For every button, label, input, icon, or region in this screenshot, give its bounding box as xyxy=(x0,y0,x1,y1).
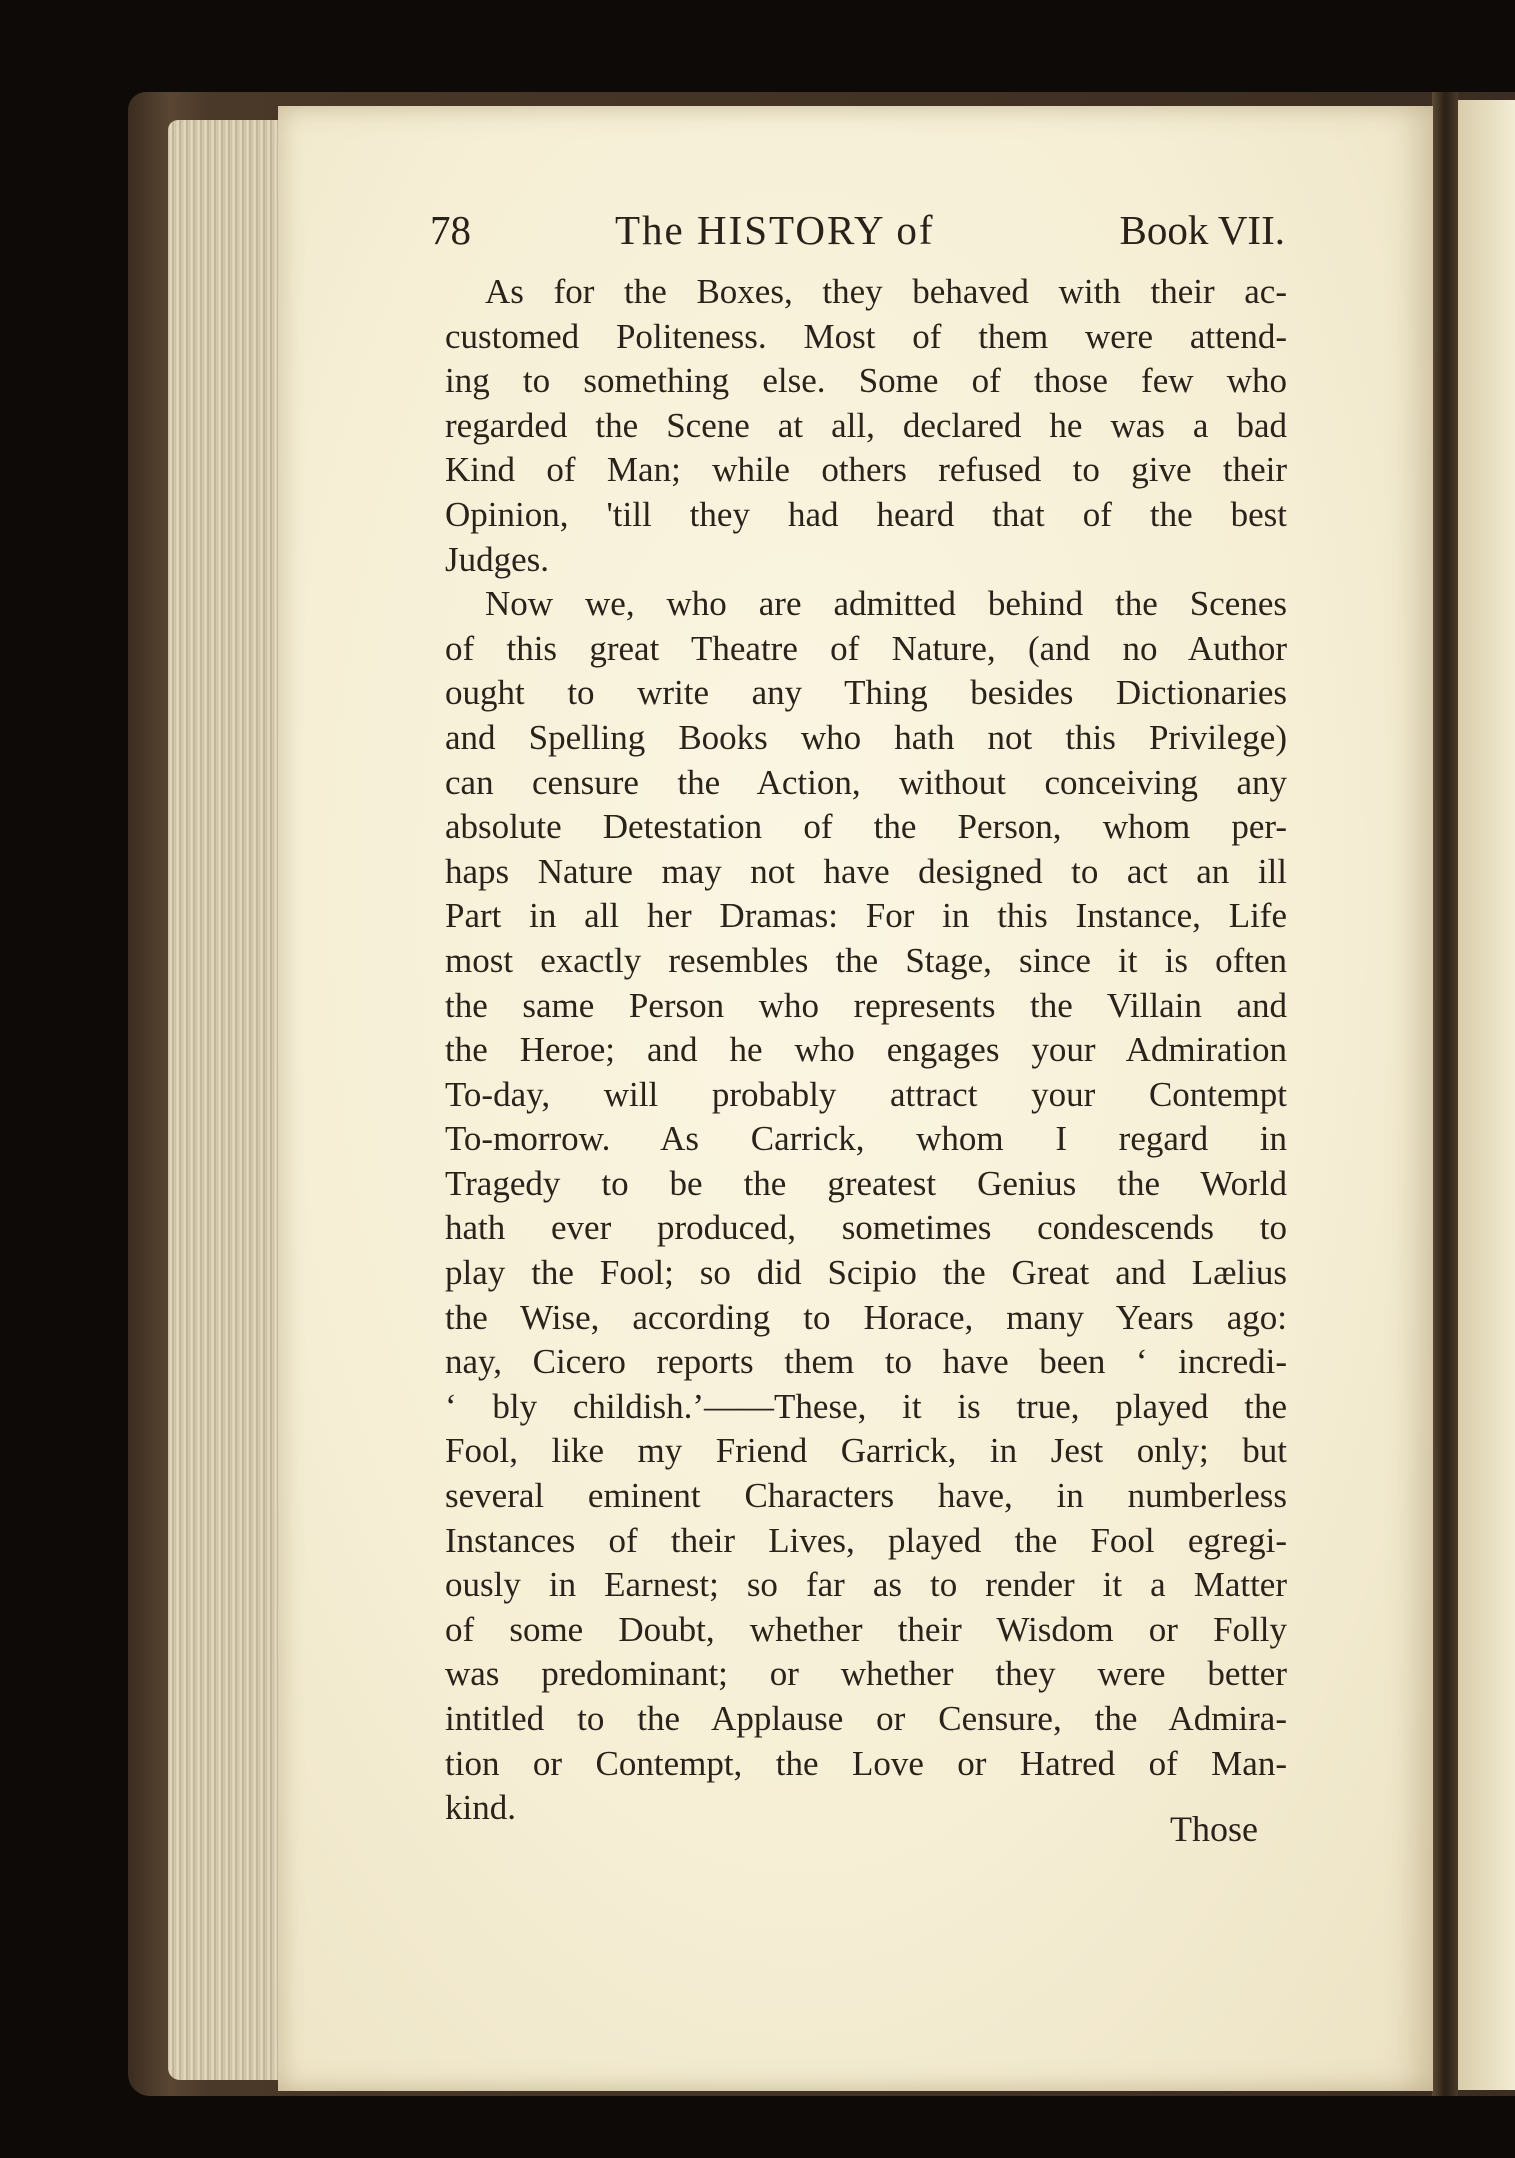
text-line: Kind of Man; while others refused to give their xyxy=(445,450,1287,490)
text-line: intitled to the Applause or Censure, the Admira- xyxy=(445,1699,1287,1738)
text-line: the same Person who represents the Villain and xyxy=(445,985,1287,1025)
text-line: Judges. xyxy=(445,539,550,579)
text-line: To-day, will probably attract your Contempt xyxy=(445,1074,1287,1114)
text-line: can censure the Action, without conceiving any xyxy=(445,762,1287,802)
text-line: ing to something else. Some of those few who xyxy=(445,361,1287,401)
text-line: Tragedy to be the greatest Genius the World xyxy=(445,1163,1287,1203)
text-line: and Spelling Books who hath not this Privilege) xyxy=(445,717,1287,757)
text-line: haps Nature may not have designed to act an ill xyxy=(445,851,1287,891)
text-line: Instances of their Lives, played the Fool egregi- xyxy=(445,1520,1287,1560)
text-line: kind. xyxy=(445,1788,516,1828)
text-line: the Heroe; and he who engages your Admiration xyxy=(445,1030,1287,1070)
book-label: Book VII. xyxy=(1119,207,1285,253)
catchword: Those xyxy=(1170,1809,1258,1849)
text-line: customed Politeness. Most of them were attend- xyxy=(445,316,1287,356)
page-header xyxy=(430,206,1285,266)
running-title: The HISTORY of xyxy=(615,207,935,253)
text-line: Part in all her Dramas: For in this Instance, Life xyxy=(445,896,1287,936)
text-line: hath ever produced, sometimes condescends to xyxy=(445,1208,1287,1248)
text-line: tion or Contempt, the Love or Hatred of Man- xyxy=(445,1743,1287,1783)
text-line: ‘ bly childish.’——These, it is true, played the xyxy=(445,1386,1287,1426)
text-line: Fool, like my Friend Garrick, in Jest only; but xyxy=(445,1431,1287,1471)
text-line: the Wise, according to Horace, many Years ago: xyxy=(445,1297,1287,1337)
text-line: regarded the Scene at all, declared he was a bad xyxy=(445,405,1287,445)
page-edges xyxy=(168,120,278,2080)
body-text xyxy=(445,270,1287,1831)
text-line: most exactly resembles the Stage, since it is often xyxy=(445,940,1287,980)
text-line: ously in Earnest; so far as to render it a Matter xyxy=(445,1565,1287,1605)
text-line: Now we, who are admitted behind the Scenes xyxy=(485,584,1287,624)
facing-page-edge xyxy=(1458,100,1515,2090)
text-line: nay, Cicero reports them to have been ‘ incredi- xyxy=(445,1342,1287,1382)
text-line: As for the Boxes, they behaved with their ac- xyxy=(485,272,1287,311)
page-number: 78 xyxy=(430,207,471,253)
text-line: absolute Detestation of the Person, whom per- xyxy=(445,807,1287,847)
book-gutter xyxy=(1432,92,1458,2096)
text-line: Opinion, 'till they had heard that of the best xyxy=(445,494,1287,534)
text-line: of this great Theatre of Nature, (and no Author xyxy=(445,628,1287,668)
text-line: of some Doubt, whether their Wisdom or Folly xyxy=(445,1609,1287,1649)
text-line: To-morrow. As Carrick, whom I regard in xyxy=(445,1119,1287,1159)
text-line: was predominant; or whether they were better xyxy=(445,1654,1287,1694)
text-line: ought to write any Thing besides Dictionaries xyxy=(445,673,1287,713)
text-line: play the Fool; so did Scipio the Great and Lælius xyxy=(445,1253,1287,1293)
text-line: several eminent Characters have, in numberless xyxy=(445,1476,1287,1516)
